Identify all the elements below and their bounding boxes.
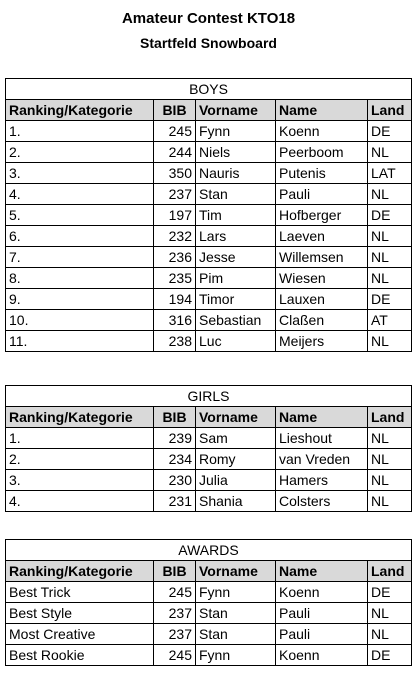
bib-cell: 245 bbox=[154, 645, 196, 666]
bib-cell: 350 bbox=[154, 163, 196, 184]
country-cell: DE bbox=[368, 645, 412, 666]
column-header-bib: BIB bbox=[154, 407, 196, 428]
table-row bbox=[6, 428, 412, 449]
table-row bbox=[6, 121, 412, 142]
first-name-cell: Nauris bbox=[196, 163, 276, 184]
section-title: BOYS bbox=[6, 79, 412, 100]
column-header-bib: BIB bbox=[154, 561, 196, 582]
first-name-cell: Sebastian bbox=[196, 310, 276, 331]
column-header-first-name: Vorname bbox=[196, 561, 276, 582]
rank-cell: 8. bbox=[6, 268, 154, 289]
rank-cell: 7. bbox=[6, 247, 154, 268]
rank-cell: 1. bbox=[6, 428, 154, 449]
rank-cell: 2. bbox=[6, 142, 154, 163]
country-cell: LAT bbox=[368, 163, 412, 184]
column-header-bib: BIB bbox=[154, 100, 196, 121]
country-cell: NL bbox=[368, 470, 412, 491]
country-cell: AT bbox=[368, 310, 412, 331]
table-row bbox=[6, 247, 412, 268]
last-name-cell: Laeven bbox=[276, 226, 368, 247]
first-name-cell: Julia bbox=[196, 470, 276, 491]
last-name-cell: Pauli bbox=[276, 624, 368, 645]
rank-cell: 10. bbox=[6, 310, 154, 331]
country-cell: NL bbox=[368, 184, 412, 205]
table-row bbox=[6, 142, 412, 163]
first-name-cell: Pim bbox=[196, 268, 276, 289]
country-cell: NL bbox=[368, 428, 412, 449]
first-name-cell: Niels bbox=[196, 142, 276, 163]
column-header-row bbox=[6, 100, 412, 121]
country-cell: NL bbox=[368, 491, 412, 512]
table-row bbox=[6, 470, 412, 491]
bib-cell: 237 bbox=[154, 184, 196, 205]
first-name-cell: Timor bbox=[196, 289, 276, 310]
bib-cell: 238 bbox=[154, 331, 196, 352]
country-cell: NL bbox=[368, 226, 412, 247]
rank-cell: Most Creative bbox=[6, 624, 154, 645]
rank-cell: Best Trick bbox=[6, 582, 154, 603]
page-subtitle: Startfeld Snowboard bbox=[140, 35, 277, 51]
first-name-cell: Romy bbox=[196, 449, 276, 470]
last-name-cell: Koenn bbox=[276, 582, 368, 603]
column-header-first-name: Vorname bbox=[196, 407, 276, 428]
column-header-last-name: Name bbox=[276, 407, 368, 428]
rank-cell: 6. bbox=[6, 226, 154, 247]
country-cell: NL bbox=[368, 247, 412, 268]
table-row bbox=[6, 226, 412, 247]
bib-cell: 232 bbox=[154, 226, 196, 247]
country-cell: NL bbox=[368, 624, 412, 645]
country-cell: DE bbox=[368, 121, 412, 142]
bib-cell: 234 bbox=[154, 449, 196, 470]
last-name-cell: Koenn bbox=[276, 645, 368, 666]
first-name-cell: Lars bbox=[196, 226, 276, 247]
rank-cell: 1. bbox=[6, 121, 154, 142]
table-row bbox=[6, 449, 412, 470]
rank-cell: 4. bbox=[6, 491, 154, 512]
column-header-row bbox=[6, 407, 412, 428]
table-row bbox=[6, 331, 412, 352]
column-header-rank: Ranking/Kategorie bbox=[6, 100, 154, 121]
first-name-cell: Stan bbox=[196, 184, 276, 205]
table-row bbox=[6, 163, 412, 184]
column-header-first-name: Vorname bbox=[196, 100, 276, 121]
bib-cell: 231 bbox=[154, 491, 196, 512]
rank-cell: 4. bbox=[6, 184, 154, 205]
column-header-last-name: Name bbox=[276, 561, 368, 582]
rank-cell: 2. bbox=[6, 449, 154, 470]
bib-cell: 237 bbox=[154, 603, 196, 624]
bib-cell: 237 bbox=[154, 624, 196, 645]
last-name-cell: Meijers bbox=[276, 331, 368, 352]
last-name-cell: Pauli bbox=[276, 184, 368, 205]
last-name-cell: Colsters bbox=[276, 491, 368, 512]
country-cell: DE bbox=[368, 582, 412, 603]
table-row bbox=[6, 624, 412, 645]
first-name-cell: Shania bbox=[196, 491, 276, 512]
column-header-row bbox=[6, 561, 412, 582]
table-row bbox=[6, 289, 412, 310]
bib-cell: 245 bbox=[154, 121, 196, 142]
table-row bbox=[6, 603, 412, 624]
bib-cell: 194 bbox=[154, 289, 196, 310]
first-name-cell: Fynn bbox=[196, 582, 276, 603]
first-name-cell: Fynn bbox=[196, 645, 276, 666]
last-name-cell: Willemsen bbox=[276, 247, 368, 268]
table-row bbox=[6, 491, 412, 512]
boys-table bbox=[5, 78, 412, 352]
column-header-rank: Ranking/Kategorie bbox=[6, 407, 154, 428]
country-cell: NL bbox=[368, 268, 412, 289]
bib-cell: 197 bbox=[154, 205, 196, 226]
table-row bbox=[6, 645, 412, 666]
last-name-cell: Hamers bbox=[276, 470, 368, 491]
country-cell: NL bbox=[368, 449, 412, 470]
bib-cell: 236 bbox=[154, 247, 196, 268]
bib-cell: 235 bbox=[154, 268, 196, 289]
country-cell: NL bbox=[368, 603, 412, 624]
table-row bbox=[6, 268, 412, 289]
table-row bbox=[6, 582, 412, 603]
column-header-country: Land bbox=[368, 407, 412, 428]
column-header-country: Land bbox=[368, 561, 412, 582]
last-name-cell: Claßen bbox=[276, 310, 368, 331]
country-cell: DE bbox=[368, 205, 412, 226]
page-title: Amateur Contest KTO18 bbox=[121, 10, 296, 27]
last-name-cell: Pauli bbox=[276, 603, 368, 624]
first-name-cell: Stan bbox=[196, 603, 276, 624]
last-name-cell: Hofberger bbox=[276, 205, 368, 226]
last-name-cell: Lieshout bbox=[276, 428, 368, 449]
bib-cell: 230 bbox=[154, 470, 196, 491]
first-name-cell: Stan bbox=[196, 624, 276, 645]
bib-cell: 245 bbox=[154, 582, 196, 603]
rank-cell: 3. bbox=[6, 470, 154, 491]
first-name-cell: Luc bbox=[196, 331, 276, 352]
country-cell: NL bbox=[368, 331, 412, 352]
last-name-cell: Lauxen bbox=[276, 289, 368, 310]
last-name-cell: van Vreden bbox=[276, 449, 368, 470]
rank-cell: 9. bbox=[6, 289, 154, 310]
last-name-cell: Putenis bbox=[276, 163, 368, 184]
first-name-cell: Sam bbox=[196, 428, 276, 449]
first-name-cell: Fynn bbox=[196, 121, 276, 142]
last-name-cell: Wiesen bbox=[276, 268, 368, 289]
table-row bbox=[6, 310, 412, 331]
table-row bbox=[6, 184, 412, 205]
girls-table bbox=[5, 385, 412, 512]
rank-cell: 3. bbox=[6, 163, 154, 184]
table-row bbox=[6, 205, 412, 226]
column-header-last-name: Name bbox=[276, 100, 368, 121]
country-cell: DE bbox=[368, 289, 412, 310]
last-name-cell: Koenn bbox=[276, 121, 368, 142]
section-title: GIRLS bbox=[6, 386, 412, 407]
column-header-rank: Ranking/Kategorie bbox=[6, 561, 154, 582]
first-name-cell: Jesse bbox=[196, 247, 276, 268]
rank-cell: 5. bbox=[6, 205, 154, 226]
bib-cell: 239 bbox=[154, 428, 196, 449]
bib-cell: 316 bbox=[154, 310, 196, 331]
column-header-country: Land bbox=[368, 100, 412, 121]
rank-cell: Best Style bbox=[6, 603, 154, 624]
section-title: AWARDS bbox=[6, 540, 412, 561]
last-name-cell: Peerboom bbox=[276, 142, 368, 163]
awards-table bbox=[5, 539, 412, 666]
rank-cell: 11. bbox=[6, 331, 154, 352]
bib-cell: 244 bbox=[154, 142, 196, 163]
rank-cell: Best Rookie bbox=[6, 645, 154, 666]
first-name-cell: Tim bbox=[196, 205, 276, 226]
country-cell: NL bbox=[368, 142, 412, 163]
